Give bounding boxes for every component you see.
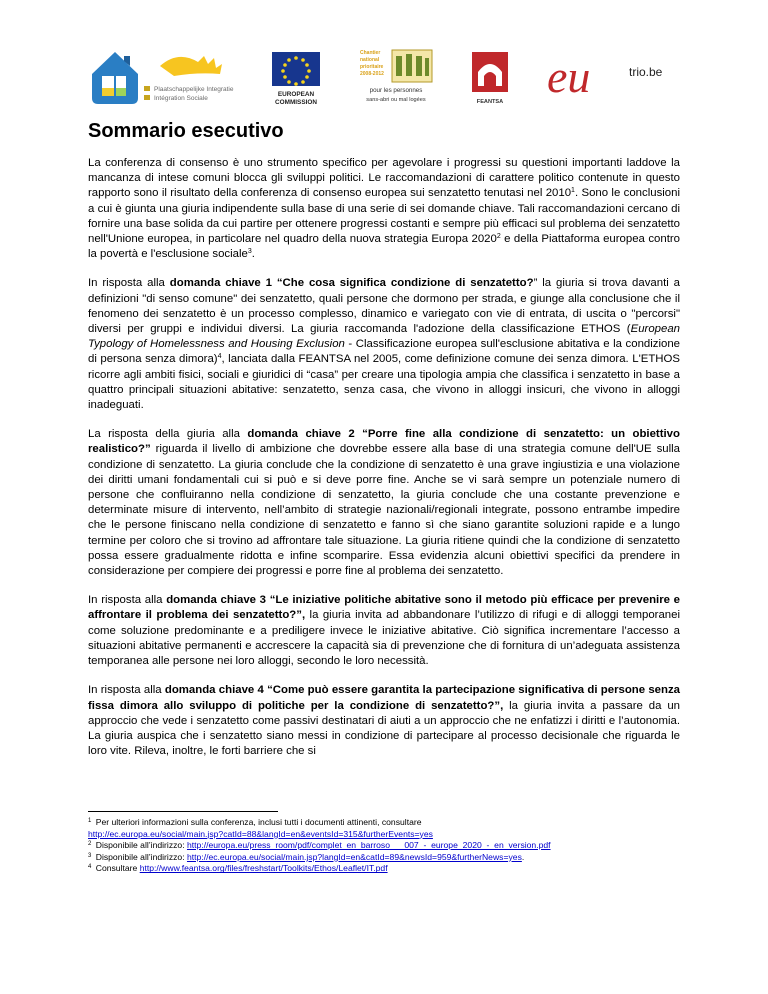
footnote-number: 4: [88, 864, 92, 871]
question-4-heading: domanda chiave 4 “Come può essere garantita la partecipazione significativa di persone senza fissa dimora allo sviluppo di politiche per la condizione di senzatetto?”,: [88, 684, 681, 712]
p4-text-a: In risposta alla: [88, 594, 167, 607]
eu-trio-mark: eu: [547, 51, 591, 102]
footnote-ref-3[interactable]: 3: [247, 248, 252, 256]
p5-text-a: In risposta alla: [88, 684, 165, 697]
chantier-logo: [356, 46, 438, 108]
paragraph-question-3: [88, 593, 680, 669]
eu-trio-text: trio.be: [629, 65, 663, 79]
p2-text-e: - Classificazione europea sull'esclusione abitativa e la condizione di persona senza dimora): [88, 338, 681, 366]
feantsa-logo: [470, 50, 510, 108]
p1-text-b: . Sono le conclusioni a cui è giunta una giuria indipendente sulla base di una serie di sei domande chiave. Tali raccomandazioni cercano di fornire una base solida da cui partire per ottenere progressi costanti e sempre più efficaci sul problema dei senzatetto nell'Unione europea, in particolare nel quadro della nuova strategia Europa 2020: [88, 187, 680, 246]
footnote-3: [88, 852, 688, 864]
p3-text-a: La risposta della giuria alla: [88, 428, 248, 441]
footnote-link[interactable]: http://www.feantsa.org/files/freshstart/Toolkits/Ethos/Leaflet/IT.pdf: [139, 863, 388, 874]
footnote-trailing: .: [521, 851, 525, 862]
footnote-link[interactable]: http://ec.europa.eu/social/main.jsp?langId=en&catId=89&newsId=959&furtherNews=yes: [186, 851, 522, 862]
chantier-tag-1: pour les personnes: [369, 87, 423, 94]
footnotes: [88, 817, 688, 875]
footnote-text: Per ulteriori informazioni sulla conferenza, inclusi tutti i documenti attinenti, consultare: [95, 817, 422, 827]
p3-text-c: riguarda il livello di ambizione che dovrebbe essere alla base di una strategia comune dell'UE sulla condizione di senzatetto. La giuria conclude che la condizione di senzatetto è una grave ingiustizia e una violazione dei diritti umani fondamentali cui si può e si deve porre fine. Anche se vi sarà sempre un potenziale numero di persone che confluiranno nella condizione di senzatetto, la giuria conclude che una costante prevenzione e determinate misure di intervento, nell’ambito di strategie nazionali/regionali integrate, possono entrambe impedire che le persone finiscano nella condizione di senzatetto e fanno sì che siano garantite soluzioni rapide e a lungo termine per coloro che si trovino ad affrontare tale situazione. La giuria ritiene quindi che la condizione di senzatetto possa essere gradualmente ridotta e infine scomparire. Essa evidenzia alcuni obiettivi specifici da prendere in considerazione per compiere dei progressi e porre fine al problema dei senzatetto.: [88, 443, 680, 578]
footnote-ref-4[interactable]: 4: [217, 353, 222, 361]
ec-logo-text-2: COMMISSION: [275, 99, 317, 106]
footnote-4: [88, 863, 688, 875]
footnote-1: [88, 817, 688, 840]
p4-text-c: la giuria invita ad abbandonare l’utilizzo di rifugi e di alloggi temporanei come soluzione predominante e a prediligere invece le iniziative abitative. Ciò significa incrementare l’accesso a situazioni abitative permanenti e accrescere la capacità sia di prevenzione che di fornitura di un’adeguata assistenza temporanea alle persone nei loro alloggi, secondo le loro necessità.: [88, 609, 680, 668]
paragraph-intro: [88, 156, 680, 262]
chantier-text-3: prioritaire: [360, 64, 384, 70]
eu-trio-logo: [543, 50, 683, 106]
european-commission-logo: [266, 52, 326, 108]
page-title: Sommario esecutivo: [88, 120, 284, 142]
question-1-heading: domanda chiave 1 “Che cosa significa condizione di senzatetto?: [169, 277, 534, 290]
paragraph-question-2: [88, 427, 680, 579]
p2-text-c: ” la giuria si trova davanti a definizioni "di senso comune" dei senzatetto, quali persone che dormono per strada, e giunge alla conclusione che il fenomeno dei senzatetto è un processo complesso, dinamico e variegato con vie di entrata, di uscita o "percorsi" diversi per gruppi e individui diversi. La giuria raccomanda l'adozione della classificazione ETHOS (: [88, 277, 681, 336]
footnote-text: Consultare: [95, 863, 140, 874]
feantsa-logo-text: FEANTSA: [476, 99, 504, 105]
chantier-tag-2: sans-abri ou mal logées: [366, 97, 426, 103]
footnote-divider: [88, 811, 278, 812]
partner-logo-text-1: Plaatschappelijke Integratie: [154, 86, 234, 93]
ethos-full-name: European Typology of Homelessness and Housing Exclusion: [88, 323, 680, 351]
footnote-link[interactable]: http://ec.europa.eu/social/main.jsp?catId=88&langId=en&eventsId=315&furtherEvents=yes: [88, 828, 433, 839]
paragraph-question-1: [88, 276, 680, 413]
p5-text-c: la giuria invita a passare da un approccio che vede i senzatetto come passivi destinatari di aiuti a un approccio che ne enfatizzi i diritti e l’autonomia. La giuria auspica che i senzatetto siano messi in condizione di partecipare al processo decisionale che riguarda le loro vite. Rileva, inoltre, le forti barriere che si: [88, 699, 680, 758]
question-3-heading: domanda chiave 3 “Le iniziative politiche abitative sono il metodo più efficace per prevenire e affrontare il problema dei senzatetto?”,: [88, 594, 680, 622]
footnote-text: Disponibile all’indirizzo:: [95, 851, 187, 862]
footnote-ref-1[interactable]: 1: [571, 187, 575, 195]
footnote-number: 2: [88, 841, 92, 848]
footnote-2: [88, 840, 688, 852]
p2-text-f: , lanciata dalla FEANTSA nel 2005, come definizione comune dei senza dimora. L'ETHOS ricorre agli ambiti fisici, sociali e giuridici di “casa” per creare una tipologia ampia che classifica i senzatetto in base a quattro principali situazioni abitative: senzatetto, senza casa, che vivono in alloggi insicuri, che vivono in alloggi inadeguati.: [88, 353, 680, 412]
chantier-text-2: national: [360, 57, 380, 63]
p1-text-c: e della Piattaforma europea contro la povertà e l'esclusione sociale: [88, 233, 680, 261]
logo-strip: [88, 44, 688, 108]
question-2-heading: domanda chiave 2 “Porre fine alla condizione di senzatetto: un obiettivo realistico?”: [88, 428, 680, 456]
footnote-link[interactable]: http://europa.eu/press_room/pdf/complet_en_barroso___007_-_europe_2020_-_en_version.pdf: [186, 840, 551, 851]
chantier-text-4: 2008-2012: [360, 71, 384, 77]
paragraph-question-4: [88, 683, 680, 759]
p1-text-a: La conferenza di consenso è uno strumento specifico per agevolare i progressi su questioni importanti laddove la mancanza di intese comuni blocca gli sviluppi politici. Le raccomandazioni di carattere politico contenute in questo rapporto sono il risultato della conferenza di consenso europea sui senzatetto tenutasi nel 2010: [88, 157, 680, 200]
partner-logo-text-2: Intégration Sociale: [154, 95, 208, 102]
footnote-text: Disponibile all’indirizzo:: [95, 840, 187, 851]
footnote-ref-2[interactable]: 2: [496, 233, 501, 241]
footnote-number: 1: [88, 818, 92, 824]
partner-house-logo: [88, 44, 238, 108]
p1-text-d: .: [251, 248, 255, 261]
document-body: [88, 156, 680, 773]
p2-text-a: In risposta alla: [88, 277, 170, 290]
ec-logo-text-1: EUROPEAN: [277, 91, 315, 98]
chantier-text-1: Chantier: [360, 50, 381, 56]
footnote-number: 3: [88, 852, 92, 859]
